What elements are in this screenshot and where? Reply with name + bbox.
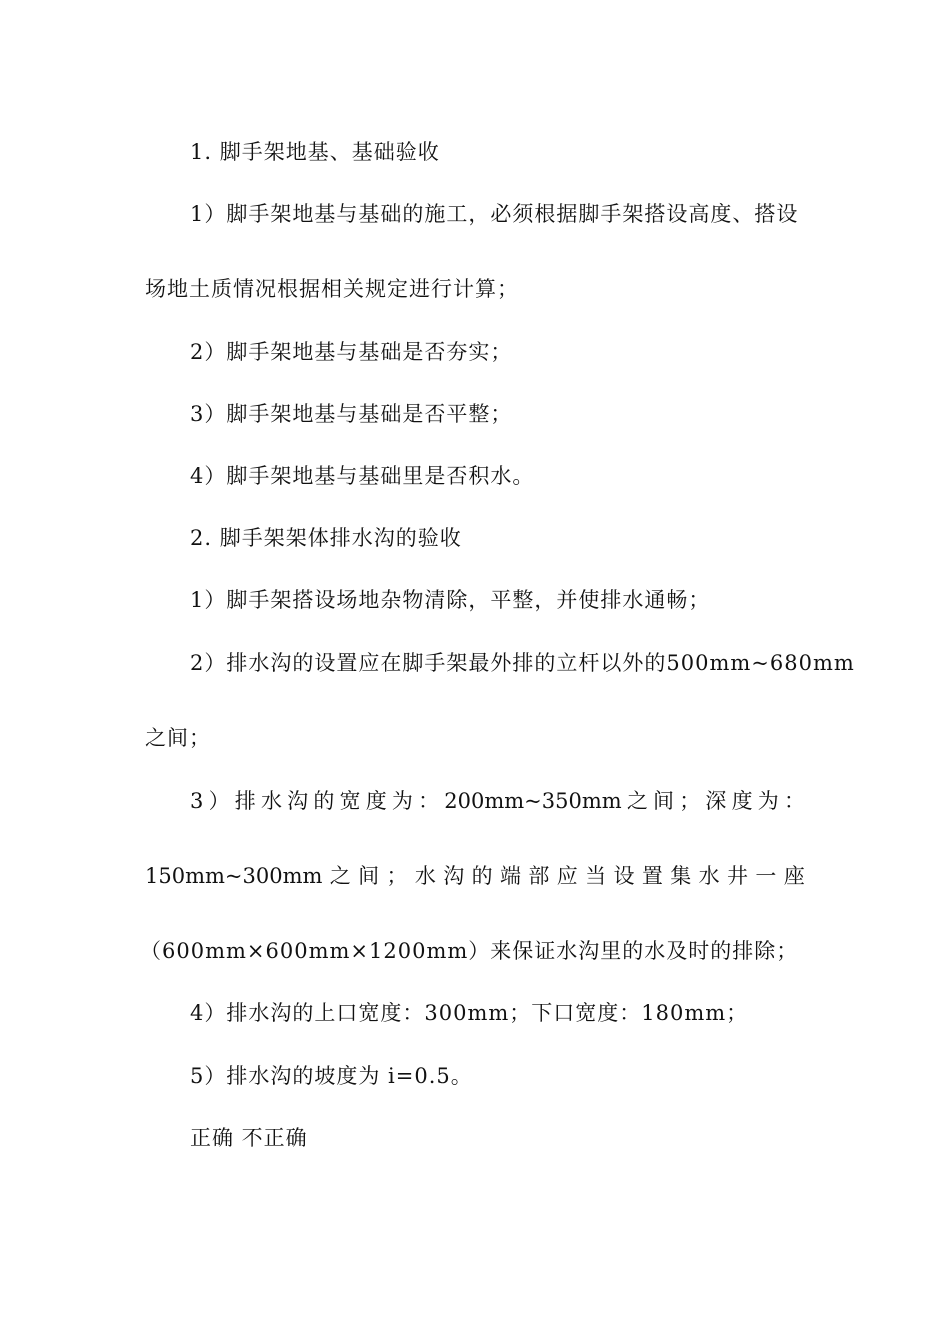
justified-token: 设 <box>613 864 635 888</box>
justified-token: 为 <box>391 789 413 813</box>
justified-token: ： <box>783 789 805 813</box>
justified-token: 排 <box>234 789 256 813</box>
justified-token: 应 <box>556 864 578 888</box>
justified-token: 之 <box>329 864 351 888</box>
justified-token: 深 <box>705 789 727 813</box>
justified-token: 200mm~350mm <box>444 789 622 813</box>
section-heading-2: 2. 脚手架架体排水沟的验收 <box>190 526 462 550</box>
item-3-line-3: （600mm×600mm×1200mm）来保证水沟里的水及时的排除； <box>140 939 799 963</box>
paragraph-4: 4）脚手架地基与基础里是否积水。 <box>190 464 535 488</box>
item-5: 5）排水沟的坡度为 i=0.5。 <box>190 1064 473 1088</box>
justified-token: 之 <box>626 789 648 813</box>
justified-token: 部 <box>528 864 550 888</box>
paragraph-3: 3）脚手架地基与基础是否平整； <box>190 402 513 426</box>
paragraph-1-line-1: 1）脚手架地基与基础的施工，必须根据脚手架搭设高度、搭设 <box>190 202 799 226</box>
paragraph-1-line-2: 场地土质情况根据相关规定进行计算； <box>145 277 519 301</box>
item-1: 1）脚手架搭设场地杂物清除，平整，并使排水通畅； <box>190 588 711 612</box>
justified-token: ； <box>679 789 701 813</box>
answer-options: 正确 不正确 <box>190 1126 308 1150</box>
justified-token: 沟 <box>443 864 465 888</box>
justified-token: 置 <box>641 864 663 888</box>
justified-token: 端 <box>500 864 522 888</box>
item-2-line-2: 之间； <box>145 726 211 750</box>
justified-token: 宽 <box>339 789 361 813</box>
item-3-line-2 <box>145 862 805 890</box>
item-3-line-1 <box>190 787 805 815</box>
justified-token: 3 <box>190 789 204 813</box>
justified-token: 为 <box>757 789 779 813</box>
justified-token: 沟 <box>287 789 309 813</box>
justified-token: 水 <box>414 864 436 888</box>
justified-token: 度 <box>731 789 753 813</box>
justified-token: 150mm~300mm <box>145 864 323 888</box>
justified-token: 度 <box>365 789 387 813</box>
justified-token: 当 <box>585 864 607 888</box>
justified-token: 一 <box>755 864 777 888</box>
justified-token: 的 <box>313 789 335 813</box>
justified-token: ： <box>418 789 440 813</box>
item-2-line-1: 2）排水沟的设置应在脚手架最外排的立杆以外的500mm~680mm <box>190 651 855 675</box>
justified-token: 座 <box>783 864 805 888</box>
justified-token: 的 <box>471 864 493 888</box>
justified-token: 间 <box>653 789 675 813</box>
item-4: 4）排水沟的上口宽度：300mm；下口宽度：180mm； <box>190 1001 749 1025</box>
justified-token: 集 <box>670 864 692 888</box>
paragraph-2: 2）脚手架地基与基础是否夯实； <box>190 340 513 364</box>
justified-token: 水 <box>698 864 720 888</box>
justified-token: 间 <box>358 864 380 888</box>
justified-token: 水 <box>260 789 282 813</box>
section-heading-1: 1. 脚手架地基、基础验收 <box>190 140 440 164</box>
justified-token: ； <box>386 864 408 888</box>
justified-token: ） <box>208 789 230 813</box>
justified-token: 井 <box>727 864 749 888</box>
